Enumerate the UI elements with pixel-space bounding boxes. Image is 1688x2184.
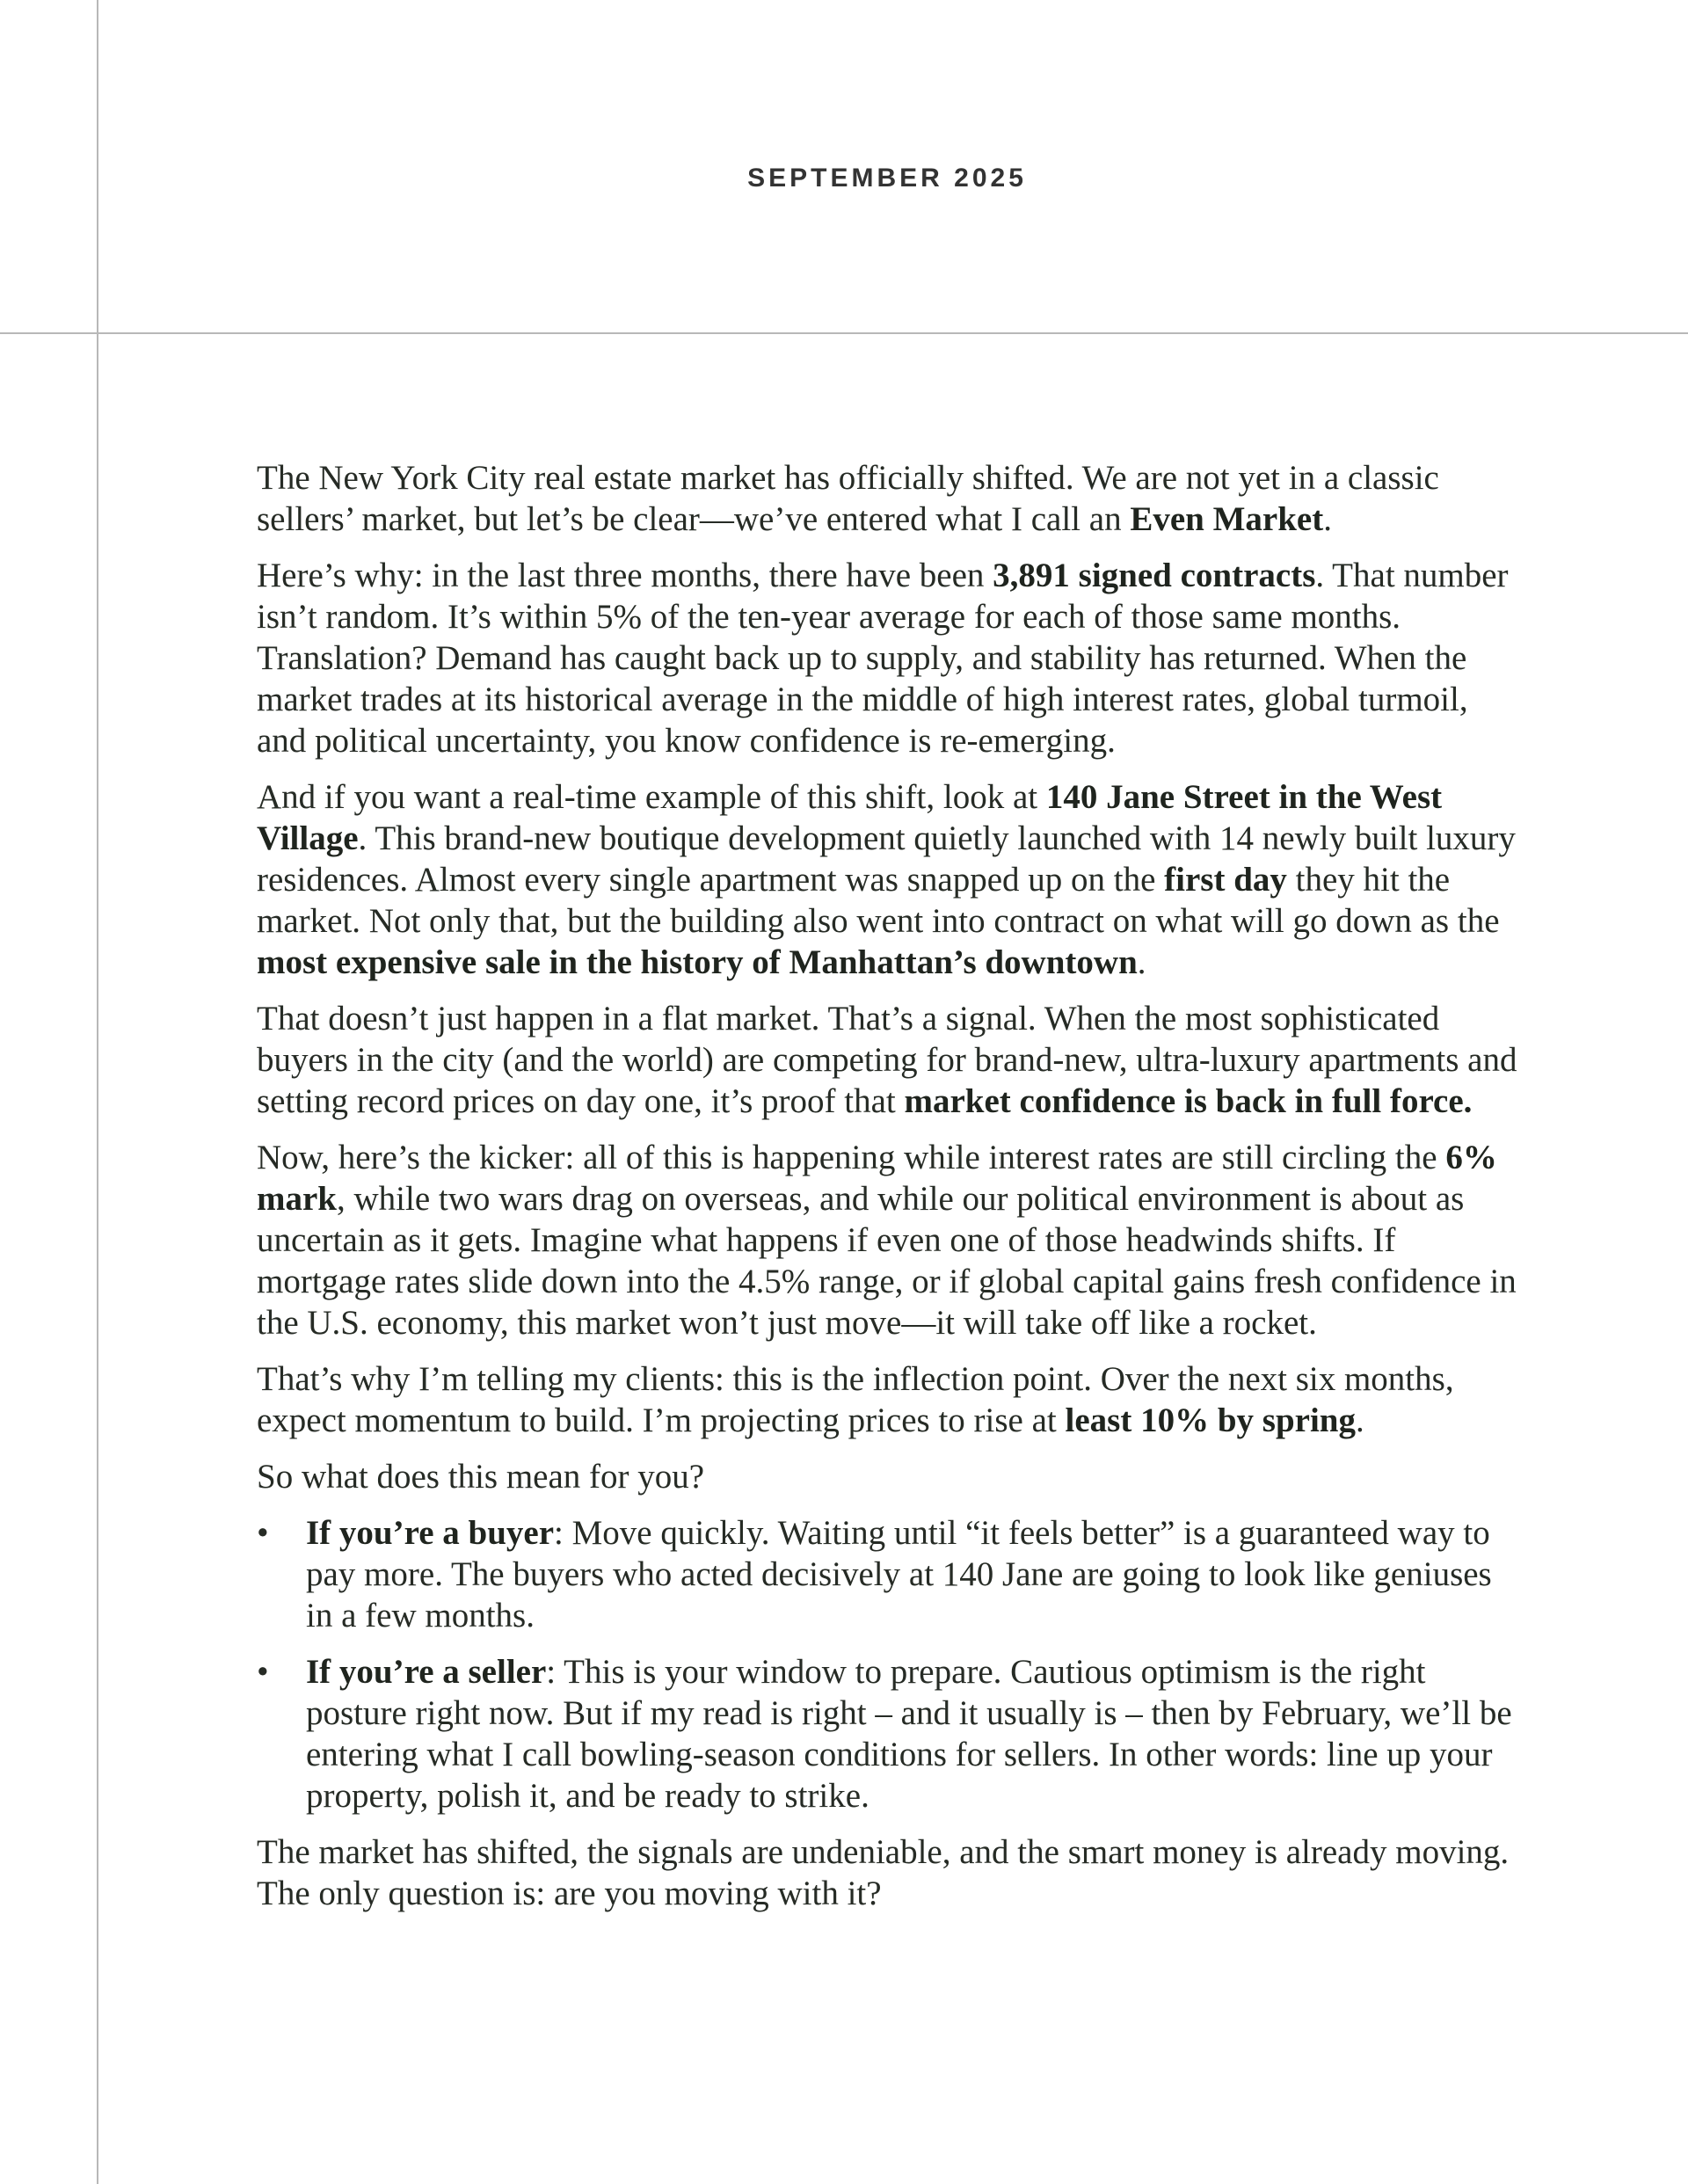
emphasis-ten-percent: least 10% by spring bbox=[1065, 1401, 1356, 1439]
emphasis-six-percent: 6% mark bbox=[257, 1139, 1497, 1218]
colon: : bbox=[554, 1514, 564, 1552]
emphasis-seller-label: If you’re a seller bbox=[306, 1653, 547, 1691]
emphasis-signed-contracts: 3,891 signed contracts bbox=[993, 557, 1316, 594]
paragraph-interest-rates bbox=[257, 1137, 1523, 1343]
paragraph-even-market bbox=[257, 457, 1523, 540]
paragraph-jane-street bbox=[257, 776, 1523, 983]
emphasis-market-confidence: market confidence is back in full force. bbox=[904, 1082, 1473, 1120]
colon: : bbox=[546, 1653, 557, 1691]
paragraph-market-signal bbox=[257, 998, 1523, 1122]
emphasis-buyer-label: If you’re a buyer bbox=[306, 1514, 555, 1552]
text-run: . This brand-new boutique development quietly launched with 14 newly built luxury residences. Almost every single apartment was snapped up on the bbox=[257, 819, 1516, 899]
list-item-buyer bbox=[257, 1512, 1523, 1636]
text-run: they hit the market. Not only that, but the building also went into contract on what will go down as the bbox=[257, 861, 1500, 940]
text-run: That’s why I’m telling my clients: this is the inflection point. Over the next six months, expect momentum to build. I’m projecting prices to rise at bbox=[257, 1360, 1454, 1439]
advice-list bbox=[257, 1512, 1523, 1816]
article-body bbox=[257, 457, 1523, 1929]
text-run: . bbox=[1323, 500, 1332, 538]
text-run: The New York City real estate market has officially shifted. We are not yet in a classic sellers’ market, but let’s be clear—we’ve entered what I call an bbox=[257, 459, 1439, 538]
list-item-seller bbox=[257, 1651, 1523, 1816]
paragraph-question: So what does this mean for you? bbox=[257, 1458, 705, 1496]
text-run: Here’s why: in the last three months, there have been bbox=[257, 557, 993, 594]
text-run: . bbox=[1137, 943, 1146, 981]
bullet-mark: • bbox=[257, 1514, 269, 1552]
text-run: And if you want a real-time example of this shift, look at bbox=[257, 778, 1046, 816]
emphasis-most-expensive-sale: most expensive sale in the history of Manhattan’s downtown bbox=[257, 943, 1138, 981]
vertical-divider-line bbox=[97, 0, 98, 2184]
paragraph-conclusion: The market has shifted, the signals are undeniable, and the smart money is already moving. The only question is: are you moving with it? bbox=[257, 1833, 1510, 1912]
paragraph-signed-contracts bbox=[257, 555, 1523, 761]
text-run: , while two wars drag on overseas, and while our political environment is about as uncertain as it gets. Imagine what happens if even one of those headwinds shifts. If mortgage rates slide down into the 4.5% range, or if global capital gains fresh confidence in the U.S. economy, this market won’t just move—it will take off like a rocket. bbox=[257, 1180, 1517, 1342]
text-run: That doesn’t just happen in a flat market. That’s a signal. When the most sophisticated buyers in the city (and the world) are competing for brand-new, ultra-luxury apartments and setting record prices on day one, it’s proof that bbox=[257, 1000, 1517, 1120]
text-run: . That number isn’t random. It’s within 5% of the ten-year average for each of those same months. Translation? Demand has caught back up to supply, and stability has returned. When the market trades at its historical average in the middle of high interest rates, global turmoil, and political uncertainty, you know confidence is re-emerging. bbox=[257, 557, 1509, 760]
emphasis-jane-street: 140 Jane Street in the West Village bbox=[257, 778, 1443, 857]
emphasis-first-day: first day bbox=[1164, 861, 1287, 899]
text-run: This is your window to prepare. Cautious optimism is the right posture right now. But if my read is right – and it usually is – then by February, we’ll be entering what I call bowling-season conditions for sellers. In other words: line up your property, polish it, and be ready to strike. bbox=[306, 1653, 1512, 1815]
paragraph-projection bbox=[257, 1358, 1523, 1441]
horizontal-divider-line bbox=[0, 332, 1688, 334]
emphasis-even-market: Even Market bbox=[1130, 500, 1324, 538]
text-run: Now, here’s the kicker: all of this is happening while interest rates are still circling the bbox=[257, 1139, 1446, 1176]
bullet-mark: • bbox=[257, 1653, 269, 1691]
page-date-header: SEPTEMBER 2025 bbox=[747, 164, 1027, 193]
text-run: Move quickly. Waiting until “it feels better” is a guaranteed way to pay more. The buyers who acted decisively at 140 Jane are going to look like geniuses in a few months. bbox=[306, 1514, 1492, 1634]
text-run: . bbox=[1355, 1401, 1364, 1439]
